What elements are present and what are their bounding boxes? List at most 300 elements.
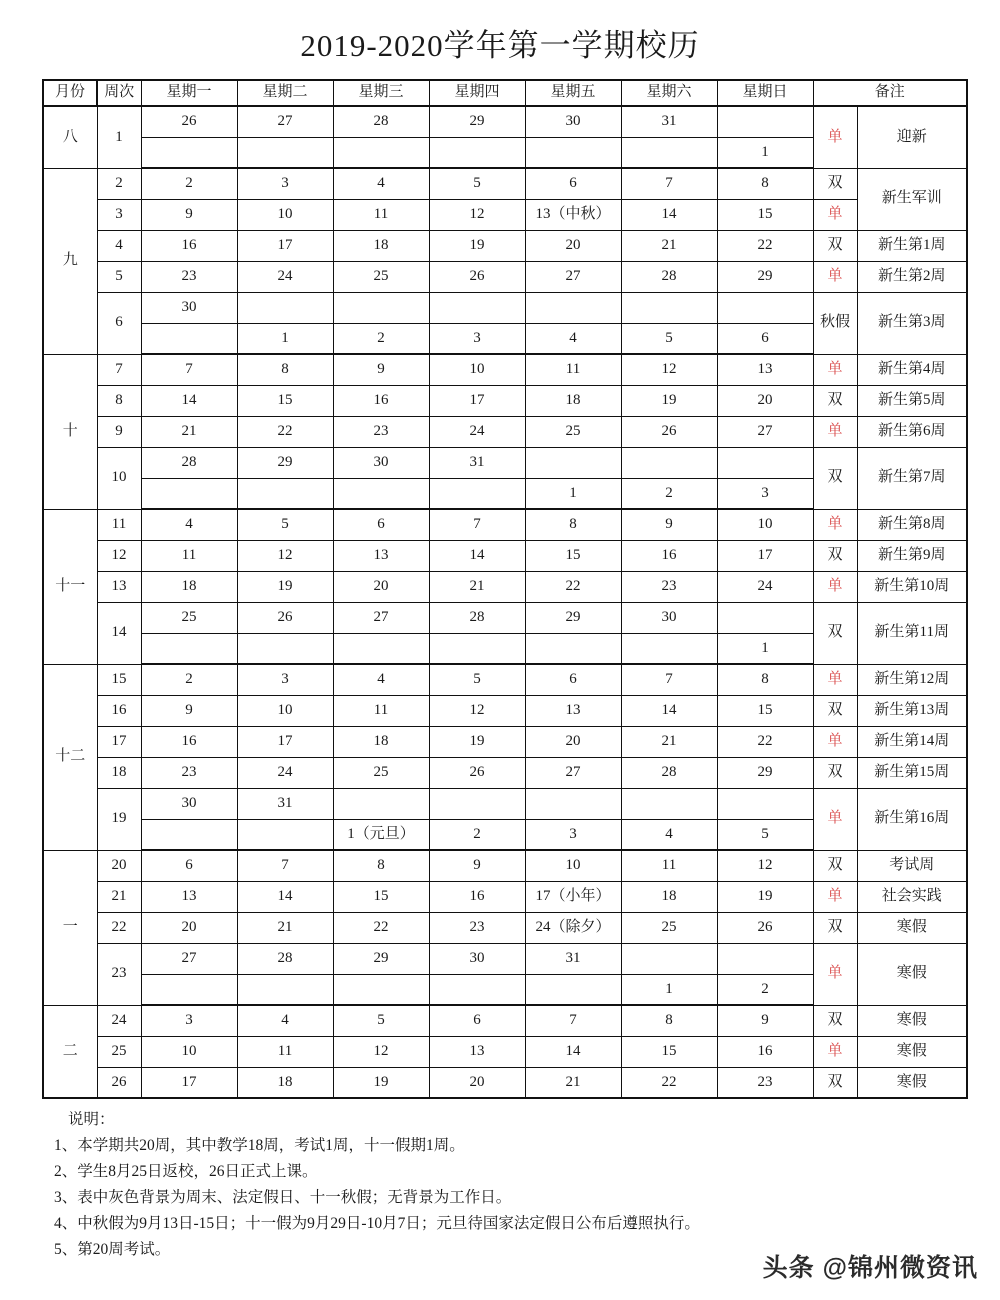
table-row	[43, 199, 967, 230]
remark-label: 新生第11周	[857, 602, 967, 664]
week-number: 22	[97, 912, 141, 943]
parity-label: 双	[813, 385, 857, 416]
day-cell: 7	[141, 354, 237, 385]
table-row	[43, 943, 967, 974]
parity-label: 单	[813, 416, 857, 447]
day-cell	[621, 633, 717, 664]
day-cell: 8	[237, 354, 333, 385]
day-cell: 5	[429, 168, 525, 199]
day-cell: 4	[333, 168, 429, 199]
day-cell: 12	[237, 540, 333, 571]
parity-label: 单	[813, 664, 857, 695]
day-cell: 15	[333, 881, 429, 912]
day-cell: 1	[621, 974, 717, 1005]
column-header-remarks: 备注	[813, 80, 967, 106]
day-cell: 19	[429, 726, 525, 757]
parity-label: 单	[813, 509, 857, 540]
parity-label: 单	[813, 726, 857, 757]
day-cell: 21	[621, 230, 717, 261]
day-cell: 19	[717, 881, 813, 912]
table-row	[43, 788, 967, 819]
parity-label: 双	[813, 695, 857, 726]
day-cell: 5	[237, 509, 333, 540]
day-cell: 2	[333, 323, 429, 354]
day-cell: 21	[141, 416, 237, 447]
day-cell	[333, 633, 429, 664]
day-cell: 22	[333, 912, 429, 943]
week-number: 20	[97, 850, 141, 881]
day-cell: 11	[333, 199, 429, 230]
day-cell: 26	[429, 261, 525, 292]
note-item-2: 2、学生8月25日返校，26日正式上课。	[54, 1163, 318, 1181]
day-cell: 13	[141, 881, 237, 912]
table-header-row	[43, 80, 967, 106]
week-number: 14	[97, 602, 141, 664]
week-number: 18	[97, 757, 141, 788]
day-cell: 15	[525, 540, 621, 571]
day-cell	[621, 943, 717, 974]
day-cell: 18	[333, 726, 429, 757]
table-row	[43, 106, 967, 137]
day-cell: 26	[237, 602, 333, 633]
day-cell: 28	[429, 602, 525, 633]
week-number: 7	[97, 354, 141, 385]
day-cell: 10	[429, 354, 525, 385]
day-cell: 13	[717, 354, 813, 385]
remark-label: 新生第15周	[857, 757, 967, 788]
day-cell	[429, 974, 525, 1005]
month-label: 十	[43, 354, 97, 509]
day-cell	[621, 292, 717, 323]
week-number: 9	[97, 416, 141, 447]
remark-label: 新生第5周	[857, 385, 967, 416]
day-cell: 18	[237, 1067, 333, 1098]
day-cell	[525, 447, 621, 478]
table-row	[43, 571, 967, 602]
day-cell	[621, 788, 717, 819]
column-header-1: 周次	[97, 80, 141, 106]
day-cell: 15	[621, 1036, 717, 1067]
day-cell: 26	[621, 416, 717, 447]
parity-label: 双	[813, 447, 857, 509]
day-cell	[621, 137, 717, 168]
day-cell: 12	[333, 1036, 429, 1067]
day-cell	[141, 633, 237, 664]
day-cell: 21	[237, 912, 333, 943]
day-cell: 27	[237, 106, 333, 137]
parity-label: 双	[813, 850, 857, 881]
day-cell: 19	[621, 385, 717, 416]
week-number: 2	[97, 168, 141, 199]
table-row	[43, 664, 967, 695]
day-cell	[525, 633, 621, 664]
parity-label: 双	[813, 168, 857, 199]
day-cell: 9	[621, 509, 717, 540]
day-cell: 9	[141, 695, 237, 726]
day-cell: 25	[333, 757, 429, 788]
week-number: 26	[97, 1067, 141, 1098]
remark-label: 寒假	[857, 912, 967, 943]
day-cell	[717, 943, 813, 974]
day-cell: 24	[429, 416, 525, 447]
day-cell: 27	[141, 943, 237, 974]
day-cell: 30	[141, 292, 237, 323]
day-cell	[717, 106, 813, 137]
day-cell	[717, 292, 813, 323]
day-cell: 29	[717, 261, 813, 292]
day-cell: 17	[141, 1067, 237, 1098]
day-cell: 25	[525, 416, 621, 447]
page-title: 2019-2020学年第一学期校历	[300, 28, 700, 63]
day-cell: 20	[429, 1067, 525, 1098]
table-row	[43, 354, 967, 385]
day-cell: 4	[237, 1005, 333, 1036]
day-cell: 22	[717, 230, 813, 261]
day-cell	[141, 974, 237, 1005]
parity-label: 秋假	[813, 292, 857, 354]
day-cell: 9	[333, 354, 429, 385]
day-cell: 10	[237, 695, 333, 726]
day-cell: 12	[429, 695, 525, 726]
parity-label: 双	[813, 230, 857, 261]
day-cell: 2	[141, 664, 237, 695]
day-cell: 21	[621, 726, 717, 757]
parity-label: 双	[813, 1067, 857, 1098]
day-cell: 31	[237, 788, 333, 819]
day-cell: 27	[525, 261, 621, 292]
day-cell: 31	[621, 106, 717, 137]
day-cell: 6	[333, 509, 429, 540]
week-number: 1	[97, 106, 141, 168]
day-cell: 24	[237, 757, 333, 788]
day-cell: 13（中秋）	[525, 199, 621, 230]
day-cell: 1	[525, 478, 621, 509]
parity-label: 双	[813, 912, 857, 943]
day-cell: 16	[141, 230, 237, 261]
table-row	[43, 385, 967, 416]
parity-label: 双	[813, 540, 857, 571]
day-cell: 11	[621, 850, 717, 881]
day-cell: 13	[333, 540, 429, 571]
day-cell: 2	[717, 974, 813, 1005]
table-header	[43, 80, 967, 106]
week-number: 19	[97, 788, 141, 850]
day-cell: 6	[525, 168, 621, 199]
table-row	[43, 230, 967, 261]
day-cell: 17	[429, 385, 525, 416]
day-cell: 10	[717, 509, 813, 540]
day-cell: 23	[429, 912, 525, 943]
day-cell: 9	[141, 199, 237, 230]
month-label: 二	[43, 1005, 97, 1098]
day-cell: 26	[141, 106, 237, 137]
week-number: 6	[97, 292, 141, 354]
parity-label: 双	[813, 757, 857, 788]
parity-label: 单	[813, 943, 857, 1005]
day-cell: 29	[525, 602, 621, 633]
remark-label: 新生第4周	[857, 354, 967, 385]
calendar-table-wrapper	[0, 79, 1000, 1099]
day-cell	[237, 292, 333, 323]
month-label: 九	[43, 168, 97, 354]
watermark: 头条 @锦州微资讯	[762, 1254, 978, 1282]
day-cell: 20	[717, 385, 813, 416]
day-cell: 5	[621, 323, 717, 354]
table-row	[43, 540, 967, 571]
day-cell: 15	[717, 199, 813, 230]
day-cell: 3	[717, 478, 813, 509]
day-cell: 16	[333, 385, 429, 416]
day-cell: 8	[717, 168, 813, 199]
table-row	[43, 168, 967, 199]
remark-label: 新生第1周	[857, 230, 967, 261]
day-cell: 18	[525, 385, 621, 416]
day-cell: 27	[525, 757, 621, 788]
day-cell: 12	[717, 850, 813, 881]
day-cell: 2	[429, 819, 525, 850]
day-cell: 5	[717, 819, 813, 850]
day-cell: 22	[621, 1067, 717, 1098]
day-cell: 30	[333, 447, 429, 478]
week-number: 16	[97, 695, 141, 726]
day-cell: 10	[237, 199, 333, 230]
day-cell: 3	[525, 819, 621, 850]
day-cell: 7	[525, 1005, 621, 1036]
day-cell: 28	[141, 447, 237, 478]
day-cell: 16	[717, 1036, 813, 1067]
day-cell: 24	[237, 261, 333, 292]
day-cell: 26	[717, 912, 813, 943]
day-cell: 23	[621, 571, 717, 602]
day-cell: 3	[141, 1005, 237, 1036]
day-cell: 2	[141, 168, 237, 199]
parity-label: 单	[813, 788, 857, 850]
note-item-1: 1、本学期共20周，其中教学18周，考试1周，十一假期1周。	[54, 1137, 465, 1155]
day-cell: 14	[525, 1036, 621, 1067]
day-cell: 17	[717, 540, 813, 571]
day-cell: 18	[621, 881, 717, 912]
day-cell: 25	[333, 261, 429, 292]
parity-label: 单	[813, 106, 857, 168]
day-cell	[237, 974, 333, 1005]
day-cell: 4	[141, 509, 237, 540]
day-cell	[525, 974, 621, 1005]
day-cell: 3	[237, 168, 333, 199]
day-cell	[333, 292, 429, 323]
week-number: 3	[97, 199, 141, 230]
day-cell: 7	[237, 850, 333, 881]
day-cell: 20	[525, 726, 621, 757]
table-row	[43, 261, 967, 292]
day-cell: 30	[141, 788, 237, 819]
table-row	[43, 292, 967, 323]
day-cell: 30	[621, 602, 717, 633]
day-cell: 10	[525, 850, 621, 881]
day-cell: 14	[429, 540, 525, 571]
week-number: 13	[97, 571, 141, 602]
column-header-8: 星期日	[717, 80, 813, 106]
day-cell	[141, 478, 237, 509]
note-item-5: 5、第20周考试。	[54, 1241, 171, 1259]
day-cell	[429, 633, 525, 664]
day-cell	[237, 478, 333, 509]
table-row	[43, 881, 967, 912]
day-cell	[525, 788, 621, 819]
table-row	[43, 416, 967, 447]
day-cell	[333, 788, 429, 819]
notes-list	[54, 1133, 1000, 1263]
day-cell: 19	[333, 1067, 429, 1098]
academic-calendar-table	[42, 79, 968, 1099]
note-item-3: 3、表中灰色背景为周末、法定假日、十一秋假；无背景为工作日。	[54, 1189, 512, 1207]
day-cell: 22	[525, 571, 621, 602]
day-cell: 11	[141, 540, 237, 571]
day-cell: 1	[237, 323, 333, 354]
month-label: 八	[43, 106, 97, 168]
column-header-6: 星期五	[525, 80, 621, 106]
day-cell: 29	[429, 106, 525, 137]
table-row	[43, 757, 967, 788]
day-cell: 8	[333, 850, 429, 881]
notes-heading: 说明：	[68, 1111, 115, 1128]
remark-label: 新生第13周	[857, 695, 967, 726]
table-body	[43, 106, 967, 1098]
day-cell: 6	[141, 850, 237, 881]
day-cell	[621, 447, 717, 478]
remark-label: 新生第9周	[857, 540, 967, 571]
day-cell: 28	[621, 757, 717, 788]
remark-label: 考试周	[857, 850, 967, 881]
table-row	[43, 1005, 967, 1036]
day-cell	[333, 974, 429, 1005]
remark-label: 新生军训	[857, 168, 967, 230]
month-label: 十二	[43, 664, 97, 850]
month-label: 一	[43, 850, 97, 1005]
day-cell: 24（除夕）	[525, 912, 621, 943]
week-number: 5	[97, 261, 141, 292]
day-cell: 5	[333, 1005, 429, 1036]
remark-label: 新生第12周	[857, 664, 967, 695]
day-cell: 13	[525, 695, 621, 726]
day-cell: 31	[429, 447, 525, 478]
day-cell	[141, 819, 237, 850]
day-cell: 25	[621, 912, 717, 943]
parity-label: 单	[813, 1036, 857, 1067]
day-cell: 23	[141, 261, 237, 292]
day-cell: 1（元旦）	[333, 819, 429, 850]
remark-label: 新生第6周	[857, 416, 967, 447]
day-cell: 13	[429, 1036, 525, 1067]
day-cell	[141, 137, 237, 168]
day-cell: 24	[717, 571, 813, 602]
day-cell: 23	[141, 757, 237, 788]
notes-section	[0, 1099, 1000, 1263]
day-cell: 28	[237, 943, 333, 974]
day-cell: 18	[333, 230, 429, 261]
day-cell: 22	[717, 726, 813, 757]
week-number: 4	[97, 230, 141, 261]
day-cell	[525, 137, 621, 168]
day-cell: 3	[429, 323, 525, 354]
column-header-0: 月份	[43, 80, 97, 106]
day-cell: 7	[621, 664, 717, 695]
day-cell: 26	[429, 757, 525, 788]
day-cell: 4	[333, 664, 429, 695]
remark-label: 新生第7周	[857, 447, 967, 509]
day-cell: 16	[621, 540, 717, 571]
day-cell: 11	[333, 695, 429, 726]
remark-label: 新生第10周	[857, 571, 967, 602]
day-cell: 7	[429, 509, 525, 540]
week-number: 10	[97, 447, 141, 509]
remark-label: 社会实践	[857, 881, 967, 912]
column-header-7: 星期六	[621, 80, 717, 106]
day-cell: 18	[141, 571, 237, 602]
day-cell	[333, 478, 429, 509]
note-item-4: 4、中秋假为9月13日-15日；十一假为9月29日-10月7日；元旦待国家法定假日公布后遵照执行。	[54, 1215, 700, 1233]
day-cell: 27	[333, 602, 429, 633]
parity-label: 双	[813, 602, 857, 664]
table-row	[43, 726, 967, 757]
day-cell: 6	[717, 323, 813, 354]
day-cell: 10	[141, 1036, 237, 1067]
week-number: 21	[97, 881, 141, 912]
day-cell: 28	[333, 106, 429, 137]
day-cell: 14	[621, 199, 717, 230]
week-number: 25	[97, 1036, 141, 1067]
remark-label: 新生第2周	[857, 261, 967, 292]
table-row	[43, 509, 967, 540]
day-cell	[237, 137, 333, 168]
day-cell: 29	[237, 447, 333, 478]
remark-label: 寒假	[857, 943, 967, 1005]
day-cell: 14	[621, 695, 717, 726]
day-cell	[429, 137, 525, 168]
day-cell: 14	[237, 881, 333, 912]
day-cell: 1	[717, 137, 813, 168]
day-cell: 2	[621, 478, 717, 509]
week-number: 15	[97, 664, 141, 695]
day-cell: 29	[333, 943, 429, 974]
day-cell	[429, 788, 525, 819]
day-cell: 16	[429, 881, 525, 912]
parity-label: 单	[813, 199, 857, 230]
remark-label: 寒假	[857, 1005, 967, 1036]
table-row	[43, 1067, 967, 1098]
table-row	[43, 695, 967, 726]
week-number: 23	[97, 943, 141, 1005]
day-cell	[333, 137, 429, 168]
day-cell: 17	[237, 230, 333, 261]
day-cell	[141, 323, 237, 354]
column-header-2: 星期一	[141, 80, 237, 106]
day-cell: 30	[525, 106, 621, 137]
column-header-4: 星期三	[333, 80, 429, 106]
parity-label: 单	[813, 881, 857, 912]
remark-label: 新生第16周	[857, 788, 967, 850]
day-cell: 17（小年）	[525, 881, 621, 912]
day-cell: 20	[141, 912, 237, 943]
remark-label: 新生第8周	[857, 509, 967, 540]
day-cell: 1	[717, 633, 813, 664]
parity-label: 单	[813, 354, 857, 385]
day-cell	[429, 478, 525, 509]
day-cell: 5	[429, 664, 525, 695]
week-number: 8	[97, 385, 141, 416]
month-label: 十一	[43, 509, 97, 664]
day-cell: 25	[141, 602, 237, 633]
day-cell	[525, 292, 621, 323]
